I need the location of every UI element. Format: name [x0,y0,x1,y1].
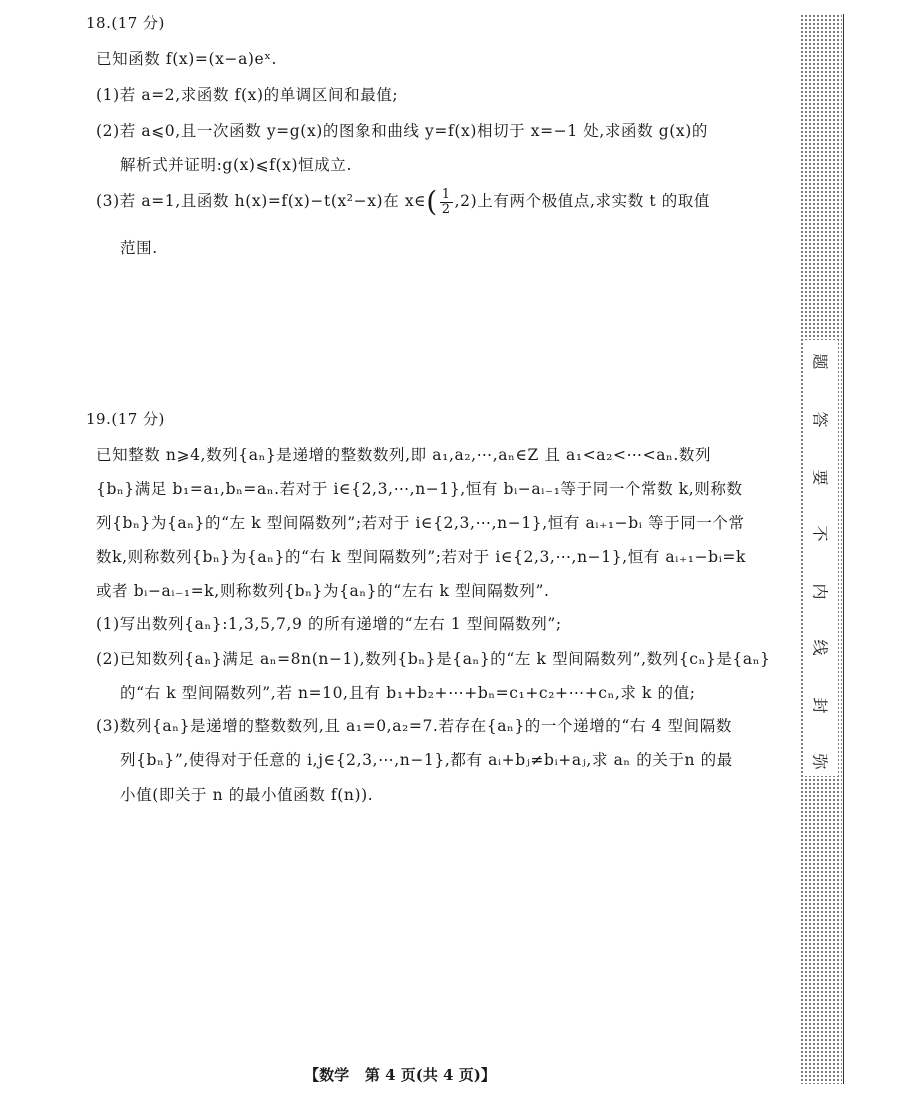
q19-line-10: 列{bₙ}”,使得对于任意的 i,j∈{2,3,⋯,n−1},都有 aᵢ+bⱼ≠bᵢ+aⱼ,求 aₙ 的关于n 的最 [120,751,733,769]
q19-line-4: 数k,则称数列{bₙ}为{aₙ}的“右 k 型间隔数列”;若对于 i∈{2,3,⋯,n−1},恒有 aᵢ₊₁−bᵢ=k [96,548,746,566]
q18-line-3: (2)若 a⩽0,且一次函数 y=g(x)的图象和曲线 y=f(x)相切于 x=−1 处,求函数 g(x)的 [96,122,709,140]
seal-char-3: 要 [810,469,830,486]
footer-page: 第 4 页(共 4 页)】 [364,1066,496,1084]
q19-heading: 19.(17 分) [86,410,165,428]
q18-line-5 [96,185,711,219]
q19-line-11: 小值(即关于 n 的最小值函数 f(n)). [120,786,374,804]
open-paren: ( [426,185,438,219]
seal-char-2: 答 [810,411,830,428]
q19-line-1: 已知整数 n⩾4,数列{aₙ}是递增的整数数列,即 a₁,a₂,⋯,aₙ∈Z 且 a₁<a₂<⋯<aₙ.数列 [96,446,712,464]
q19-line-3: 列{bₙ}为{aₙ}的“左 k 型间隔数列”;若对于 i∈{2,3,⋯,n−1},恒有 aᵢ₊₁−bᵢ 等于同一个常 [96,514,745,532]
seal-char-4: 不 [810,525,830,542]
footer-subject: 【数学 [304,1066,350,1084]
page-footer [0,1064,800,1085]
q18-line-6: 范围. [120,239,158,257]
q19-line-7: (2)已知数列{aₙ}满足 aₙ=8n(n−1),数列{bₙ}是{aₙ}的“左 k 型间隔数列”,数列{cₙ}是{aₙ} [96,650,771,668]
q19-line-2: {bₙ}满足 b₁=a₁,bₙ=aₙ.若对于 i∈{2,3,⋯,n−1},恒有 bᵢ−aᵢ₋₁等于同一个常数 k,则称数 [96,480,743,498]
fraction-numerator: 1 [441,187,451,202]
seal-char-5: 内 [810,583,830,600]
q19-line-9: (3)数列{aₙ}是递增的整数数列,且 a₁=0,a₂=7.若存在{aₙ}的一个递增的“右 4 型间隔数 [96,717,732,735]
q19-line-6: (1)写出数列{aₙ}:1,3,5,7,9 的所有递增的“左右 1 型间隔数列”; [96,615,562,633]
fraction-one-half [440,188,453,216]
q19-line-8: 的“右 k 型间隔数列”,若 n=10,且有 b₁+b₂+⋯+bₙ=c₁+c₂+⋯+cₙ,求 k 的值; [120,684,696,702]
seal-char-8: 弥 [810,753,830,770]
q18-heading: 18.(17 分) [86,14,165,32]
seal-char-1: 题 [810,353,830,370]
q18-line-1: 已知函数 f(x)=(x−a)eˣ. [96,50,278,68]
q18-line-5-post: ,2)上有两个极值点,求实数 t 的取值 [454,192,711,211]
seal-char-6: 线 [810,639,830,656]
fraction-denominator: 2 [441,201,451,217]
seal-char-7: 封 [810,697,830,714]
q18-line-5-pre: (3)若 a=1,且函数 h(x)=f(x)−t(x²−x)在 x∈ [96,192,427,211]
q18-line-2: (1)若 a=2,求函数 f(x)的单调区间和最值; [96,86,399,104]
seal-rule [843,14,844,1084]
q18-line-4: 解析式并证明:g(x)⩽f(x)恒成立. [120,156,352,174]
q19-line-5: 或者 bᵢ−aᵢ₋₁=k,则称数列{bₙ}为{aₙ}的“左右 k 型间隔数列”. [96,582,550,600]
